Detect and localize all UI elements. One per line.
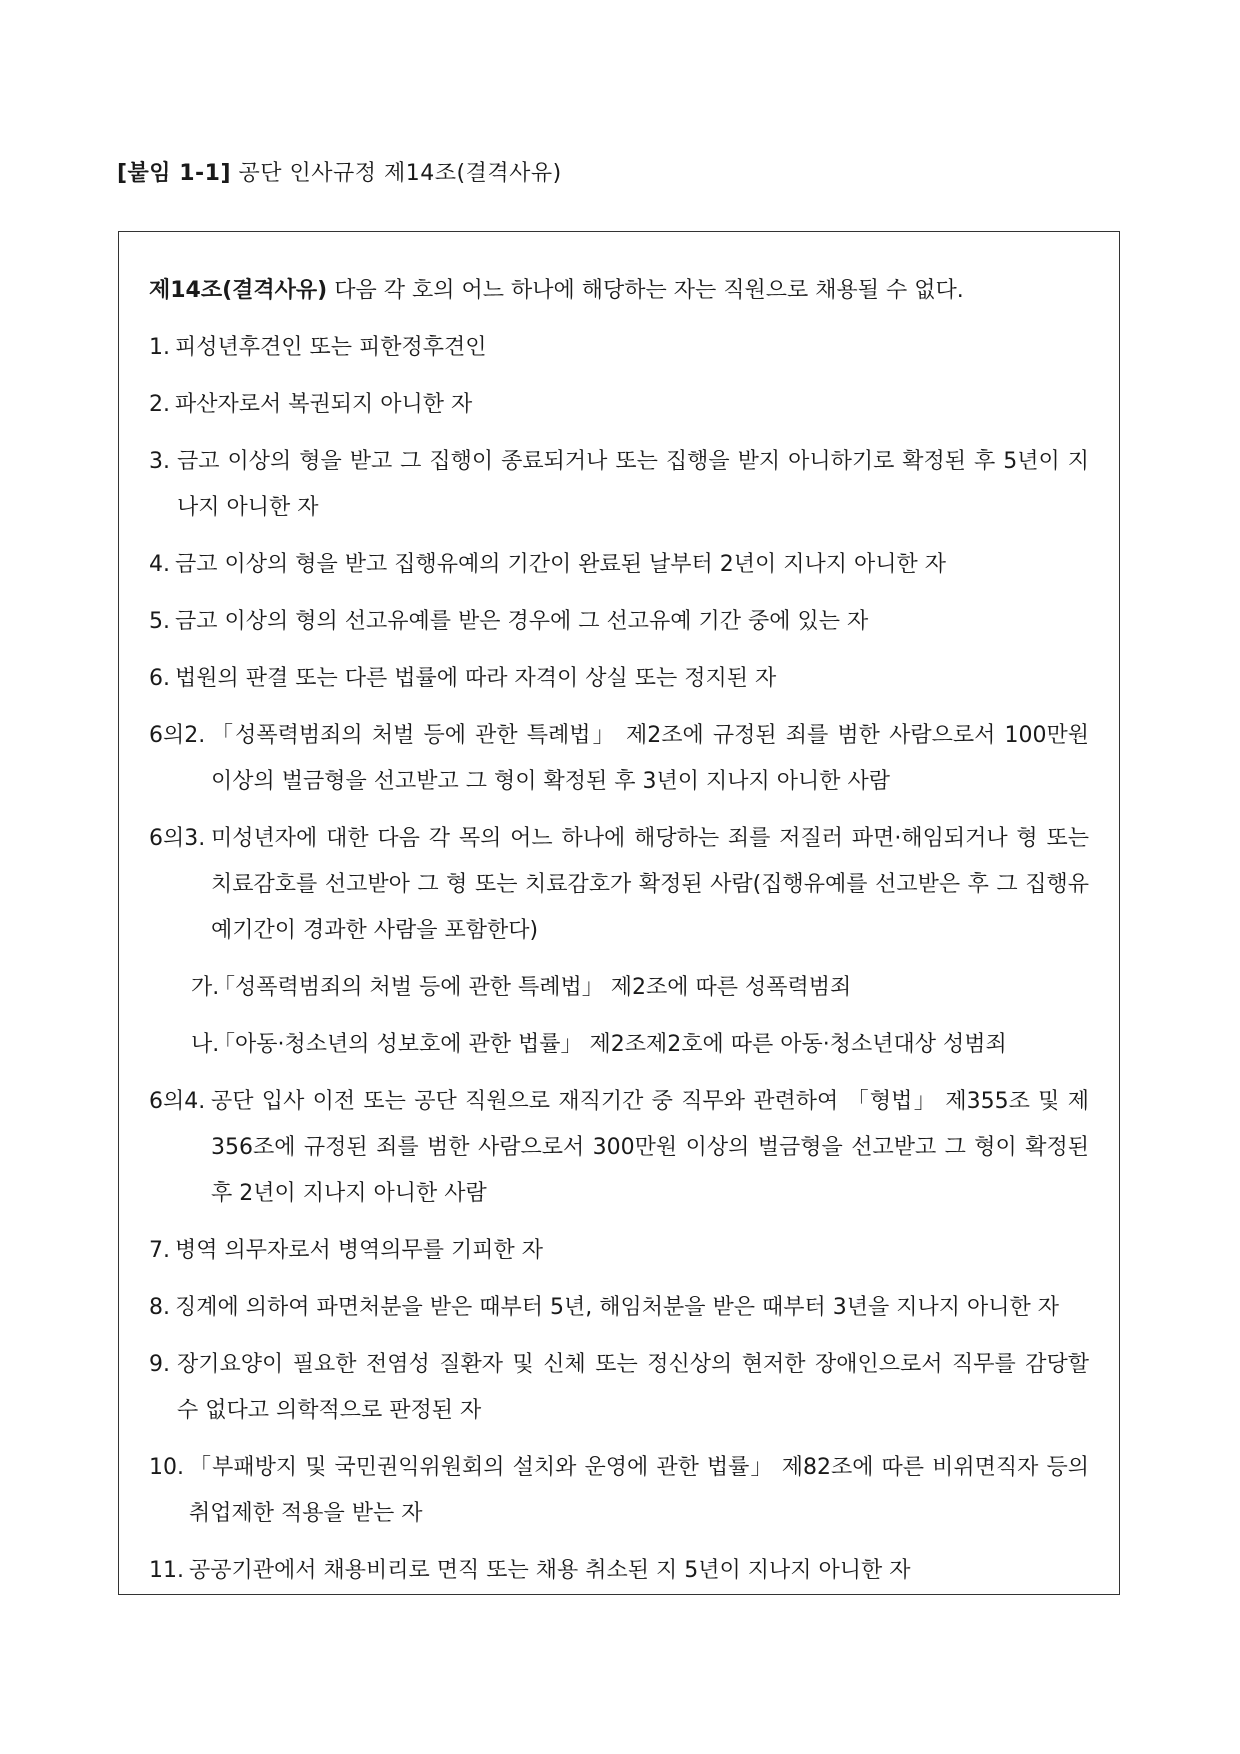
- item-number: 6의3.: [149, 826, 206, 851]
- list-item: [149, 1445, 1089, 1537]
- article-lead-text: 다음 각 호의 어느 하나에 해당하는 자는 직원으로 채용될 수 없다.: [334, 278, 964, 303]
- list-item: [149, 1285, 1089, 1331]
- article-label: 제14조(결격사유): [149, 278, 328, 303]
- item-text: 금고 이상의 형을 받고 그 집행이 종료되거나 또는 집행을 받지 아니하기로 확정된 후 5년이 지나지 아니한 자: [177, 449, 1089, 520]
- item-number: 10.: [149, 1455, 184, 1480]
- item-number: 8.: [149, 1295, 170, 1320]
- attachment-heading: [117, 156, 562, 187]
- sub-item: [149, 1022, 1089, 1068]
- item-text: 피성년후견인 또는 피한정후견인: [175, 335, 487, 360]
- item-text: 공단 입사 이전 또는 공단 직원으로 재직기간 중 직무와 관련하여 「형법」 제355조 및 제356조에 규정된 죄를 범한 사람으로서 300만원 이상의 벌금형을 선고받고 그 형이 확정된 후 2년이 지나지 아니한 사람: [211, 1089, 1089, 1206]
- regulation-content: [149, 268, 1089, 1605]
- item-text: 법원의 판결 또는 다른 법률에 따라 자격이 상실 또는 정지된 자: [175, 666, 777, 691]
- list-item: [149, 439, 1089, 531]
- list-item: [149, 599, 1089, 645]
- sub-item-text: 「성폭력범죄의 처벌 등에 관한 특례법」 제2조에 따른 성폭력범죄: [213, 975, 852, 1000]
- list-item: [149, 816, 1089, 954]
- item-text: 병역 의무자로서 병역의무를 기피한 자: [175, 1238, 544, 1263]
- item-text: 금고 이상의 형을 받고 집행유예의 기간이 완료된 날부터 2년이 지나지 아니한 자: [175, 552, 946, 577]
- sub-item-text: 「아동·청소년의 성보호에 관한 법률」 제2조제2호에 따른 아동·청소년대상 성범죄: [213, 1032, 1007, 1057]
- item-number: 1.: [149, 335, 170, 360]
- sub-item-number: 나.: [191, 1032, 220, 1057]
- item-text: 장기요양이 필요한 전염성 질환자 및 신체 또는 정신상의 현저한 장애인으로서 직무를 감당할 수 없다고 의학적으로 판정된 자: [177, 1352, 1089, 1423]
- item-number: 6의2.: [149, 723, 206, 748]
- list-item: [149, 1079, 1089, 1217]
- item-text: 미성년자에 대한 다음 각 목의 어느 하나에 해당하는 죄를 저질러 파면·해임되거나 형 또는 치료감호를 선고받아 그 형 또는 치료감호가 확정된 사람(집행유예를 선고받은 후 그 집행유예기간이 경과한 사람을 포함한다): [211, 826, 1089, 943]
- list-item: [149, 713, 1089, 805]
- item-text: 공공기관에서 채용비리로 면직 또는 채용 취소된 지 5년이 지나지 아니한 자: [189, 1558, 911, 1583]
- item-number: 3.: [149, 449, 170, 474]
- attachment-tag: [붙임 1-1]: [117, 161, 232, 186]
- item-number: 2.: [149, 392, 170, 417]
- article-lead: [149, 268, 1089, 314]
- list-item: [149, 542, 1089, 588]
- item-number: 6의4.: [149, 1089, 206, 1114]
- regulation-box: [118, 231, 1120, 1595]
- list-item: [149, 1548, 1089, 1594]
- item-number: 7.: [149, 1238, 170, 1263]
- item-number: 5.: [149, 609, 170, 634]
- list-item: [149, 382, 1089, 428]
- item-number: 11.: [149, 1558, 184, 1583]
- list-item: [149, 325, 1089, 371]
- item-text: 파산자로서 복권되지 아니한 자: [175, 392, 473, 417]
- list-item: [149, 656, 1089, 702]
- item-number: 4.: [149, 552, 170, 577]
- item-text: 「성폭력범죄의 처벌 등에 관한 특례법」 제2조에 규정된 죄를 범한 사람으로서 100만원 이상의 벌금형을 선고받고 그 형이 확정된 후 3년이 지나지 아니한 사람: [211, 723, 1089, 794]
- sub-item-number: 가.: [191, 975, 220, 1000]
- attachment-title: 공단 인사규정 제14조(결격사유): [238, 161, 562, 186]
- list-item: [149, 1342, 1089, 1434]
- item-number: 6.: [149, 666, 170, 691]
- item-number: 9.: [149, 1352, 170, 1377]
- item-text: 금고 이상의 형의 선고유예를 받은 경우에 그 선고유예 기간 중에 있는 자: [175, 609, 869, 634]
- list-item: [149, 1228, 1089, 1274]
- sub-item: [149, 965, 1089, 1011]
- item-text: 징계에 의하여 파면처분을 받은 때부터 5년, 해임처분을 받은 때부터 3년을 지나지 아니한 자: [175, 1295, 1059, 1320]
- item-text: 「부패방지 및 국민권익위원회의 설치와 운영에 관한 법률」 제82조에 따른 비위면직자 등의 취업제한 적용을 받는 자: [189, 1455, 1089, 1526]
